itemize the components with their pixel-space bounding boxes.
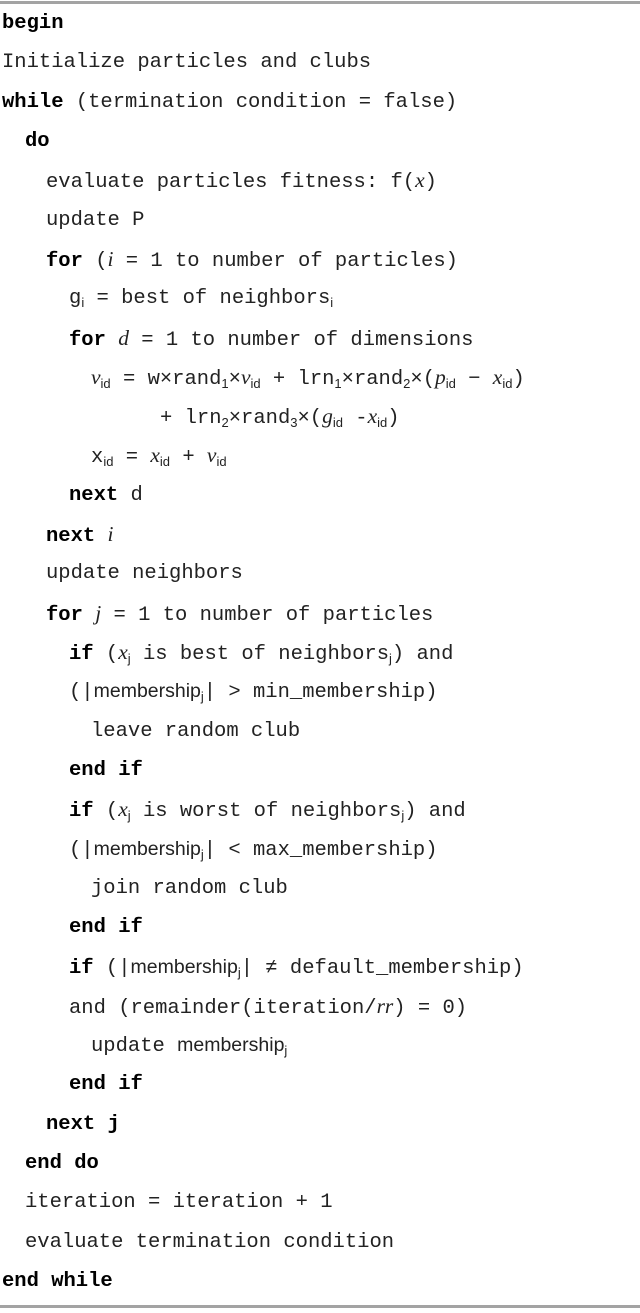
- code-text: g: [69, 287, 82, 311]
- code-text: and (remainder(iteration/: [69, 996, 377, 1020]
- line-leave-club: [0, 712, 640, 751]
- code-text: | > min_membership): [203, 681, 438, 705]
- keyword: begin: [2, 12, 64, 35]
- subscript: 1: [221, 375, 229, 391]
- code-text: = w×rand: [110, 367, 222, 391]
- code-text: [106, 329, 118, 352]
- bottom-rule: [0, 1305, 640, 1308]
- subscript: i: [330, 295, 334, 311]
- subscript: j: [284, 1043, 288, 1059]
- code-text: = best of neighbors: [84, 287, 331, 311]
- keyword: while: [2, 90, 64, 114]
- membership-term: membership: [177, 1034, 285, 1057]
- code-text: ) = 0): [393, 996, 468, 1020]
- subscript: id: [502, 375, 513, 391]
- keyword: do: [25, 129, 50, 153]
- keyword: if: [69, 800, 94, 824]
- code-text: ): [424, 171, 437, 195]
- line-next-d: [0, 476, 640, 515]
- code-text: | < max_membership): [203, 838, 438, 862]
- line-position-update: [0, 436, 640, 475]
- keyword: end if: [69, 758, 143, 782]
- line-min-membership: [0, 672, 640, 711]
- line-if-worst: [0, 790, 640, 829]
- keyword: if: [69, 956, 94, 980]
- code-text: ) and: [404, 800, 466, 824]
- code-text: update: [91, 1035, 178, 1059]
- keyword: next: [69, 483, 119, 507]
- code-text: (|: [69, 838, 94, 862]
- keyword: for: [46, 249, 83, 273]
- keyword: for: [69, 328, 106, 352]
- code-text: + lrn: [160, 407, 222, 431]
- subscript: j: [401, 808, 405, 824]
- variable: v: [206, 443, 217, 468]
- line-join-club: [0, 869, 640, 908]
- code-text: ) and: [391, 643, 454, 666]
- line-evaluate-fitness: [0, 161, 640, 200]
- variable: g: [322, 404, 333, 429]
- line-for-j: [0, 594, 640, 633]
- keyword: if: [69, 643, 94, 666]
- line-update-membership: [0, 1026, 640, 1065]
- line-while: [0, 83, 640, 122]
- subscript: id: [216, 454, 227, 470]
- code-text: = 1 to number of particles): [113, 249, 458, 273]
- line-for-particles: [0, 240, 640, 279]
- keyword: for: [46, 603, 83, 627]
- line-next-i: [0, 515, 640, 554]
- code-text: update P: [46, 208, 145, 232]
- variable: v: [91, 364, 101, 389]
- variable: x: [415, 168, 425, 193]
- code-text: (: [93, 800, 119, 824]
- code-text: | ≠ default_membership): [240, 956, 524, 980]
- code-text: [95, 525, 107, 548]
- code-text: (termination condition = false): [63, 90, 458, 114]
- code-text: ): [512, 367, 525, 391]
- subscript: id: [103, 454, 114, 470]
- variable: x: [118, 797, 128, 822]
- variable: v: [240, 364, 251, 389]
- line-evaluate-termination: [0, 1223, 640, 1262]
- code-text: +: [170, 446, 207, 470]
- line-for-dimensions: [0, 319, 640, 358]
- membership-term: membership: [93, 837, 201, 860]
- line-iteration-increment: [0, 1183, 640, 1222]
- code-text: join random club: [91, 876, 288, 900]
- variable: i: [107, 246, 114, 271]
- subscript: id: [159, 454, 171, 470]
- line-if-default: [0, 948, 640, 987]
- code-text: leave random club: [91, 719, 301, 743]
- code-text: Initialize particles and clubs: [2, 51, 372, 75]
- membership-term: membership: [93, 680, 201, 703]
- line-update-p: [0, 201, 640, 240]
- line-initialize: [0, 43, 640, 82]
- algorithm-pseudocode: [0, 4, 640, 1301]
- code-text: = 1 to number of particles: [101, 603, 434, 627]
- variable: i: [107, 522, 114, 547]
- code-text: ×: [228, 367, 241, 391]
- line-begin: [0, 4, 640, 43]
- line-remainder: [0, 987, 640, 1026]
- variable: x: [367, 404, 378, 429]
- variable: x: [150, 443, 160, 468]
- code-text: ×rand: [228, 407, 291, 431]
- code-text: ): [387, 407, 400, 431]
- line-end-while: [0, 1262, 640, 1301]
- variable: j: [95, 600, 102, 625]
- subscript: 3: [290, 415, 298, 431]
- code-text: update neighbors: [46, 562, 243, 586]
- membership-term: membership: [130, 955, 238, 978]
- subscript: id: [377, 415, 388, 431]
- subscript: id: [100, 375, 111, 391]
- subscript: 1: [334, 375, 342, 391]
- code-text: ×rand: [341, 367, 404, 391]
- code-text: [83, 604, 95, 627]
- code-text: ×(: [410, 367, 436, 391]
- line-velocity-update: [0, 358, 640, 397]
- subscript: j: [127, 651, 131, 666]
- code-text: is best of neighbors: [130, 643, 389, 666]
- code-text: (|: [69, 681, 94, 705]
- subscript: j: [127, 808, 131, 824]
- keyword: end if: [69, 1073, 143, 1097]
- line-if-best: [0, 633, 640, 672]
- code-text: ×(: [297, 407, 323, 431]
- code-text: =: [113, 446, 151, 470]
- variable: d: [118, 325, 129, 350]
- code-text: (: [93, 643, 119, 666]
- line-next-j: [0, 1105, 640, 1144]
- subscript: 2: [403, 375, 411, 391]
- keyword: next j: [46, 1112, 120, 1136]
- code-text: −: [455, 367, 493, 391]
- subscript: 2: [221, 415, 229, 431]
- subscript: id: [250, 375, 261, 391]
- line-end-if-1: [0, 751, 640, 790]
- line-update-neighbors: [0, 554, 640, 593]
- code-text: iteration = iteration + 1: [25, 1191, 333, 1215]
- variable: rr: [376, 993, 394, 1018]
- subscript: i: [81, 295, 85, 311]
- line-do: [0, 122, 640, 161]
- keyword: end while: [2, 1270, 113, 1293]
- line-velocity-continuation: [0, 397, 640, 436]
- code-text: + lrn: [260, 367, 335, 391]
- subscript: id: [445, 375, 456, 391]
- variable: x: [118, 640, 128, 664]
- code-text: is worst of neighbors: [130, 800, 402, 824]
- line-max-membership: [0, 830, 640, 869]
- subscript: id: [332, 415, 343, 431]
- code-text: (: [82, 249, 108, 273]
- keyword: end do: [25, 1152, 99, 1176]
- keyword: next: [46, 525, 96, 549]
- subscript: j: [389, 651, 392, 666]
- line-end-if-3: [0, 1065, 640, 1104]
- subscript: j: [237, 964, 241, 980]
- code-text: = 1 to number of dimensions: [128, 328, 474, 352]
- line-end-if-2: [0, 908, 640, 947]
- line-best-of-neighbors: [0, 279, 640, 318]
- code-text: -: [342, 407, 368, 431]
- subscript: j: [200, 689, 204, 705]
- code-text: x: [91, 446, 104, 470]
- code-text: d: [118, 483, 143, 507]
- code-text: (|: [93, 956, 131, 980]
- variable: x: [492, 364, 503, 389]
- keyword: end if: [69, 916, 143, 940]
- code-text: evaluate termination condition: [25, 1230, 395, 1254]
- variable: p: [435, 364, 446, 389]
- code-text: evaluate particles fitness: f(: [46, 171, 416, 195]
- subscript: j: [200, 846, 204, 862]
- line-end-do: [0, 1144, 640, 1183]
